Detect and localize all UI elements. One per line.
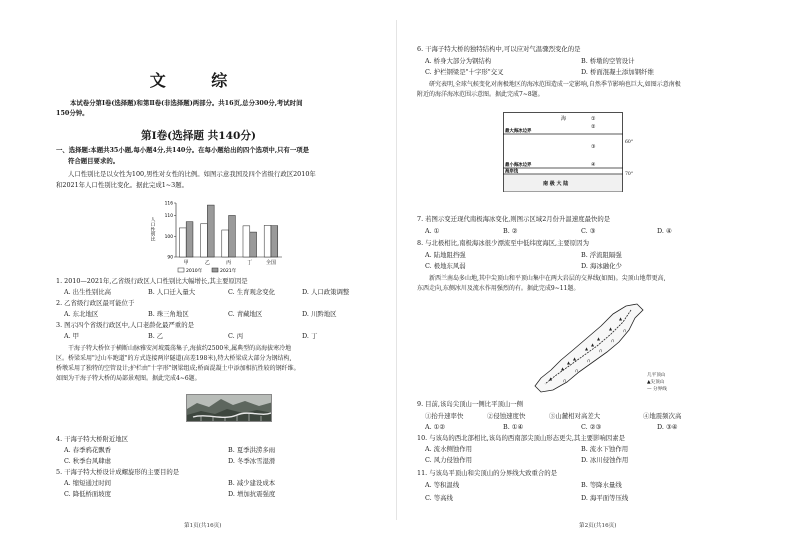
- q5-option-c[interactable]: C. 降低桥面坡度: [64, 490, 112, 498]
- chart-ytick-label-1: 100: [164, 234, 173, 240]
- legend-flat: 几平顶山: [647, 373, 666, 378]
- antarctica-label: 南 极 大 陆: [543, 181, 569, 187]
- exam-title: 文 综: [149, 71, 248, 90]
- context3-line-1: 研究表明,全球气候变化对南极地区的海冰范围造成一定影响,自然季节影响也巨大,如图示意南极: [429, 81, 681, 88]
- q11-option-b[interactable]: B. 等降水量线: [581, 481, 622, 489]
- min-ice-label: 最小海冰边界: [505, 163, 532, 168]
- q3-option-c[interactable]: C. 丙: [228, 332, 244, 340]
- q3-option-b[interactable]: B. 乙: [148, 332, 164, 340]
- q3-option-d[interactable]: D. 丁: [302, 332, 318, 340]
- context4-line-2: 东西走向,东侧冰川及流水作用强烈的有。据此完成9~11题。: [417, 285, 580, 292]
- question-10: 10. 与该岛的西北部相比,该岛的西南部尖顶山形态更尖,其主要影响因素是: [417, 434, 625, 442]
- question-3: 3. 图示四个省级行政区中,人口老龄化最严重的是: [56, 321, 194, 329]
- q2-option-a[interactable]: A. 东北地区: [64, 310, 99, 318]
- q7-option-a[interactable]: A. ①: [425, 227, 440, 235]
- context1-line-2: 和2021年人口性别比变化。据此完成1~3题。: [56, 181, 188, 189]
- legend-label-0: 2010年: [186, 269, 203, 274]
- context2-line-1: 干海子特大桥位于横断山脉雅安河坡震荡集子,海拔约2500米,属典型的高海拔寒冷地: [68, 345, 292, 352]
- q1-option-d[interactable]: D. 人口政策调整: [302, 288, 350, 296]
- q9-statement-3: ③山麓相对高差大: [549, 412, 601, 420]
- bar-乙-2021年: [207, 205, 214, 257]
- bar-丙-2021年: [229, 215, 236, 257]
- question-5: 5. 干海子特大桥设计成螺旋形的主要目的是: [56, 468, 180, 476]
- bar-丁-2021年: [250, 232, 257, 257]
- svg-text:∩: ∩: [563, 379, 567, 384]
- q10-option-b[interactable]: B. 流水下蚀作用: [581, 445, 629, 453]
- q9-option-d[interactable]: D. ③④: [657, 423, 678, 431]
- q8-option-c[interactable]: C. 极地东风弱: [425, 262, 466, 270]
- bar-丁-2010年: [243, 226, 250, 257]
- bar-丙-2010年: [222, 230, 229, 257]
- sea-ice-diagram: [503, 112, 623, 192]
- q8-option-a[interactable]: A. 陆地阻挡强: [425, 251, 466, 259]
- question-7: 7. 若图示变迁现代南极海冰变化,则图示区域2月份升温速度最快的是: [417, 215, 611, 223]
- svg-text:▲: ▲: [591, 342, 595, 347]
- question-8: 8. 与北极相比,南极海冰很少漂流至中低纬度海区,主要原因为: [417, 239, 589, 247]
- svg-text:∩: ∩: [599, 349, 603, 354]
- svg-text:∩: ∩: [623, 329, 627, 334]
- q3-option-a[interactable]: A. 甲: [64, 332, 80, 340]
- bridge-photo-image: [187, 395, 272, 422]
- section-intro-2: 符合题目要求的。: [68, 157, 120, 165]
- legend-swatch-1: [212, 268, 218, 272]
- q1-option-b[interactable]: B. 人口迁入量大: [148, 288, 196, 296]
- island-svg: [531, 300, 661, 396]
- lat-60: 60°: [625, 140, 634, 145]
- q2-option-c[interactable]: C. 青藏地区: [228, 310, 263, 318]
- svg-text:∩: ∩: [611, 339, 615, 344]
- chart-ylabel: 人口性别比: [149, 217, 155, 241]
- q1-option-c[interactable]: C. 生育观念变化: [228, 288, 276, 296]
- q10-option-d[interactable]: D. 冰川侵蚀作用: [581, 456, 629, 464]
- q2-option-b[interactable]: B. 珠三角地区: [148, 310, 189, 318]
- lat-70: 70°: [625, 172, 634, 177]
- svg-text:▲: ▲: [609, 326, 613, 331]
- svg-text:▲: ▲: [597, 336, 601, 341]
- point-3: ③: [591, 144, 596, 150]
- right-page-footer: 第2页(共16页): [579, 523, 617, 529]
- sea-label: 海: [561, 116, 567, 122]
- island-map: [531, 300, 661, 396]
- q10-option-c[interactable]: C. 风力侵蚀作用: [425, 456, 473, 464]
- chart-ytick-label-2: 110: [164, 214, 173, 220]
- chart-category-0: 甲: [183, 260, 189, 266]
- q9-option-a[interactable]: A. ①②: [425, 423, 446, 431]
- q4-option-d[interactable]: D. 冬季冰雪湿滑: [228, 457, 276, 465]
- coast-label: 海岸线: [505, 169, 519, 175]
- q11-option-d[interactable]: D. 海平面等压线: [581, 494, 629, 502]
- q6-option-a[interactable]: A. 桥身大部分为钢结构: [425, 57, 492, 65]
- svg-text:∩: ∩: [575, 369, 579, 374]
- chart-category-1: 乙: [204, 260, 210, 266]
- map-legend: [647, 372, 667, 393]
- svg-text:▲: ▲: [619, 316, 623, 321]
- section-intro-1: 一、选择题:本题共35小题,每小题4分,共140分。在每小题给出的四个选项中,只有一项是: [56, 146, 309, 154]
- svg-text:▲: ▲: [567, 360, 571, 365]
- q4-option-a[interactable]: A. 春季鸦花飘香: [64, 446, 112, 454]
- left-page-footer: 第1页(共16页): [184, 523, 222, 529]
- q6-option-c[interactable]: C. 护栏钢梁是"十字形"交叉: [425, 68, 504, 76]
- q9-statement-2: ②侵蚀速度快: [487, 412, 526, 420]
- chart-ytick-label-3: 116: [164, 201, 173, 207]
- q6-option-b[interactable]: B. 桥墩的空管设计: [581, 57, 635, 65]
- chart-category-3: 丁: [247, 260, 253, 266]
- legend-peak: ▲尖顶山: [647, 380, 665, 385]
- q8-option-d[interactable]: D. 海冰融化少: [581, 262, 622, 270]
- bar-甲-2010年: [179, 228, 186, 257]
- q7-option-c[interactable]: C. ③: [581, 227, 596, 235]
- q5-option-b[interactable]: B. 减少建设成本: [228, 479, 276, 487]
- bar-全国-2021年: [271, 226, 278, 257]
- svg-text:▲: ▲: [549, 376, 553, 381]
- point-2: ②: [591, 124, 596, 130]
- point-1: ①: [591, 116, 596, 122]
- context2-line-3: 桥墩采用了独特的空管设计;护栏由"十字形"钢梁组成;桥面混凝土中添加相抗性较的钢纤维。: [56, 365, 300, 372]
- q11-option-a[interactable]: A. 等积温线: [425, 481, 460, 489]
- legend-label-1: 2021年: [220, 269, 237, 274]
- q2-option-d[interactable]: D. 川黔地区: [302, 310, 337, 318]
- q7-option-d[interactable]: D. ④: [657, 227, 672, 235]
- question-9: 9. 目前,该岛尖顶山一侧比平顶山一侧: [417, 400, 524, 408]
- bar-全国-2010年: [264, 225, 271, 257]
- svg-text:▲: ▲: [561, 366, 565, 371]
- sex-ratio-chart: [150, 197, 288, 275]
- context2-line-2: 区。桥梁采用"过山车跑道"的方式连接两岸隧道(高差198米),特大桥梁成大部分为钢结构,: [56, 355, 292, 362]
- svg-text:▲: ▲: [573, 356, 577, 361]
- chart-category-2: 丙: [226, 260, 232, 266]
- context2-line-4: 如图为干海子特大桥的局部景观图。据此完成4~6题。: [56, 375, 201, 382]
- chart-ytick-label-0: 90: [167, 255, 173, 261]
- q9-statement-1: ①抬升速率快: [425, 412, 464, 420]
- legend-swatch-0: [178, 268, 184, 272]
- context1-line-1: 人口性别比是以女性为100,男性对女性的比例。如图示意我国及四个省级行政区2010年: [68, 170, 316, 178]
- q7-option-b[interactable]: B. ②: [503, 227, 518, 235]
- sea-ice-svg: [503, 112, 623, 192]
- q10-option-a[interactable]: A. 流水侧蚀作用: [425, 445, 473, 453]
- instructions-line-2: 150分钟。: [56, 109, 89, 117]
- legend-boundary: — 分界线: [647, 387, 667, 392]
- svg-text:▲: ▲: [585, 346, 589, 351]
- q5-option-a[interactable]: A. 缩短通过时间: [64, 479, 112, 487]
- q9-statement-4: ④地震频次高: [643, 412, 682, 420]
- bar-乙-2010年: [201, 224, 208, 257]
- q1-option-a[interactable]: A. 出生性别比高: [64, 288, 112, 296]
- question-11: 11. 与该岛平顶山和尖顶山的分界线大致重合的是: [417, 469, 558, 477]
- max-ice-label: 最大海冰边界: [505, 129, 532, 134]
- point-4: ④: [591, 162, 596, 168]
- question-4: 4. 干海子特大桥附近地区: [56, 435, 129, 443]
- question-2: 2. 乙省级行政区最可能位于: [56, 299, 135, 307]
- q9-option-c[interactable]: C. ②③: [581, 423, 602, 431]
- q8-option-b[interactable]: B. 浮流阻隔强: [581, 251, 622, 259]
- question-1: 1. 2010—2021年,乙省级行政区人口性别比大幅增长,其主要原因是: [56, 277, 248, 285]
- q6-option-d[interactable]: D. 桥面混凝土添加钢纤维: [581, 68, 654, 76]
- svg-text:∩: ∩: [587, 359, 591, 364]
- chart-svg: [150, 197, 288, 275]
- q11-option-c[interactable]: C. 等高线: [425, 494, 453, 502]
- context4-line-1: 新西兰南岛多山地,其中尖顶山和平顶山集中在两大岩层的交界线(如图)。尖顶山地带更高,: [429, 275, 666, 282]
- right-page: [397, 0, 794, 547]
- chart-category-4: 全国: [265, 260, 276, 266]
- q4-option-c[interactable]: C. 秋季台风肆虐: [64, 457, 112, 465]
- q9-option-b[interactable]: B. ①④: [503, 423, 524, 431]
- bar-甲-2021年: [186, 222, 193, 257]
- section-title: 第Ⅰ卷(选择题 共140分): [141, 130, 256, 142]
- instructions-line-1: 本试卷分第Ⅰ卷(选择题)和第Ⅱ卷(非选择题)两部分。共16页,总分300分,考试时间: [70, 99, 303, 107]
- context3-line-2: 附近的海洋海冰范围示意图。据此完成7~8题。: [417, 91, 544, 98]
- q4-option-b[interactable]: B. 夏季洪涝多雨: [228, 446, 276, 454]
- bridge-photo: [186, 394, 272, 422]
- q5-option-d[interactable]: D. 增加抗震强度: [228, 490, 276, 498]
- question-6: 6. 干海子特大桥的独特结构中,可以应对气温骤烈变化的是: [417, 45, 581, 53]
